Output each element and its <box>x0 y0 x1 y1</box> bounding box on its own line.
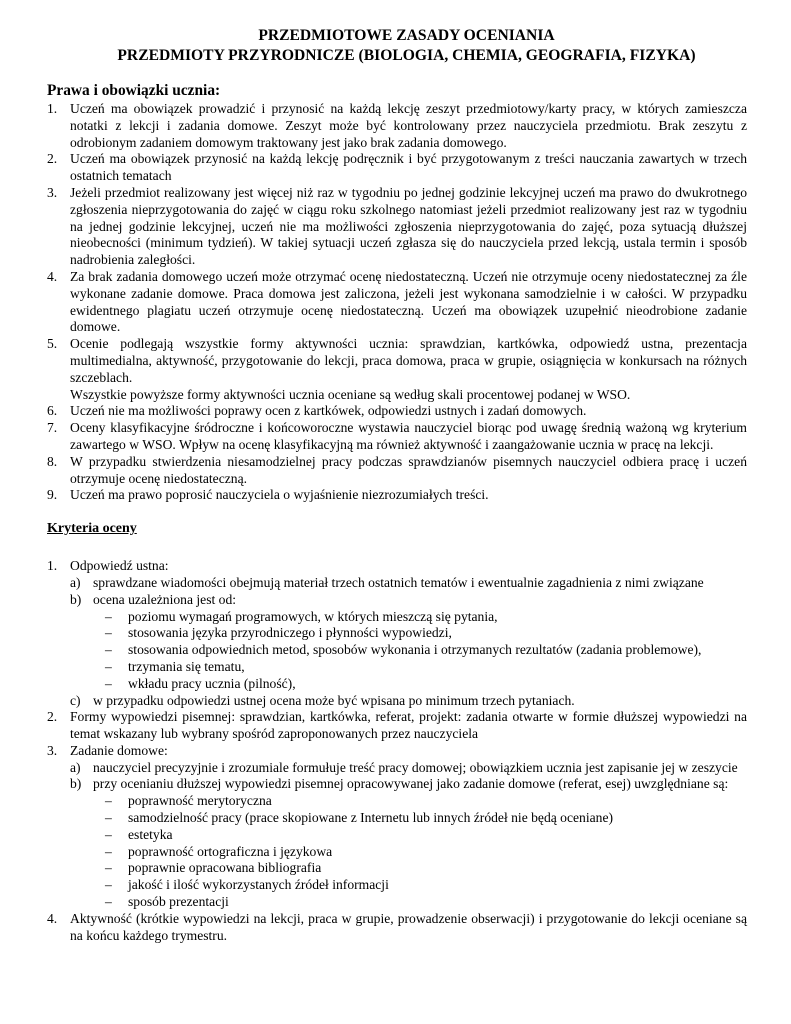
dash-item <box>47 877 747 894</box>
item-number: 7. <box>47 420 58 436</box>
item-text: Za brak zadania domowego uczeń może otrzymać ocenę niedostateczną. Uczeń nie otrzymuje oceny niedostatecznej za źle wykonane zadanie domowe. Praca domowa jest zaliczona, jeżeli jest wykonana samodzielnie i w całości. W przypadku ewidentnego plagiatu uczeń otrzymuje ocenę niedostateczną. Uczeń ma obowiązek uzupełnić nieodrobione zadanie domowe. <box>70 268 747 335</box>
item-number: 3. <box>47 742 58 758</box>
rights-item <box>47 403 747 420</box>
dash-item <box>47 609 747 626</box>
item-text: Uczeń nie ma możliwości poprawy ocen z kartkówek, odpowiedzi ustnych i zadań domowych. <box>70 403 587 419</box>
dash-item <box>47 659 747 676</box>
dash-item <box>47 625 747 642</box>
criteria-item <box>47 743 747 760</box>
dash-item <box>47 793 747 810</box>
subitem-text: sprawdzane wiadomości obejmują materiał trzech ostatnich tematów i ewentualnie zagadnienia z nimi związane <box>93 574 704 590</box>
subitem-letter: a) <box>70 759 81 775</box>
item-text: Zadanie domowe: <box>70 742 168 758</box>
dash-item <box>47 860 747 877</box>
dash-item <box>47 676 747 693</box>
item-text: Jeżeli przedmiot realizowany jest więcej niż raz w tygodniu po jednej godzinie lekcyjnej uczeń ma prawo do dwukrotnego zgłoszenia nieprzygotowania do zajęć w ciągu roku szkolnego natomiast jeżeli przedmiot realizowany jest raz w tygodniu na jednej godzinie lekcyjnej, uczeń nie ma możliwości zgłoszenia nieprzygotowania do zajęć, poza sytuacją dłuższej nieobecności (minimum tydzień). W takiej sytuacji uczeń zgłasza się do nauczyciela przed lekcją, ustala termin i sposób nadrobienia zaległości. <box>70 184 747 268</box>
criteria-subitem <box>47 693 747 710</box>
item-number: 2. <box>47 151 58 167</box>
rights-item <box>47 151 747 185</box>
dash-bullet: – <box>105 860 112 876</box>
item-text: Formy wypowiedzi pisemnej: sprawdzian, kartkówka, referat, projekt: zadania otwarte w formie dłuższej wypowiedzi na temat wskazany lub wybrany spośród zaproponowanych przez nauczyciela <box>70 709 747 742</box>
item-text: Ocenie podlegają wszystkie formy aktywności ucznia: sprawdzian, kartkówka, odpowiedź ustna, prezentacja multimedialna, aktywność, przygotowanie do lekcji, praca domowa, praca w grupie, osiągnięcia w konkursach na różnych szczeblach. <box>70 336 747 385</box>
dash-bullet: – <box>105 826 112 842</box>
item-number: 4. <box>47 268 58 284</box>
dash-text: poprawnie opracowana bibliografia <box>128 860 322 876</box>
dash-item <box>47 810 747 827</box>
item-text: Odpowiedź ustna: <box>70 558 169 574</box>
item-number: 2. <box>47 709 58 725</box>
dash-text: sposób prezentacji <box>128 894 229 910</box>
rights-item <box>47 454 747 488</box>
subitem-letter: b) <box>70 776 82 792</box>
criteria-subitem <box>47 592 747 609</box>
rights-item <box>47 487 747 504</box>
dash-text: trzymania się tematu, <box>128 658 245 674</box>
dash-text: estetyka <box>128 826 173 842</box>
criteria-heading: Kryteria oceny <box>47 521 137 537</box>
item-text: Aktywność (krótkie wypowiedzi na lekcji, praca w grupie, prowadzenie obserwacji) i przygotowanie do lekcji oceniane są na końcu każdego trymestru. <box>70 910 747 943</box>
item-number: 8. <box>47 453 58 469</box>
criteria-subitem <box>47 760 747 777</box>
document-title <box>0 26 791 66</box>
rights-heading: Prawa i obowiązki ucznia: <box>47 82 221 99</box>
dash-bullet: – <box>105 793 112 809</box>
item-number: 1. <box>47 101 58 116</box>
dash-bullet: – <box>105 658 112 674</box>
dash-bullet: – <box>105 894 112 910</box>
dash-text: samodzielność pracy (prace skopiowane z Internetu lub innych źródeł nie będą oceniane) <box>128 810 614 826</box>
criteria-item <box>47 709 747 743</box>
dash-bullet: – <box>105 877 112 893</box>
item-extra-text: Wszystkie powyższe formy aktywności ucznia oceniane są według skali procentowej podanej w WSO. <box>70 386 631 402</box>
dash-bullet: – <box>105 810 112 826</box>
dash-text: poprawność ortograficzna i językowa <box>128 843 333 859</box>
item-text: W przypadku stwierdzenia niesamodzielnej pracy podczas sprawdzianów pisemnych nauczyciel odbiera pracę i uczeń otrzymuje ocenę niedostateczną. <box>70 453 747 486</box>
title-line-2: PRZEDMIOTY PRZYRODNICZE (BIOLOGIA, CHEMIA, GEOGRAFIA, FIZYKA) <box>117 47 696 64</box>
dash-text: wkładu pracy ucznia (pilność), <box>128 675 296 691</box>
subitem-text: w przypadku odpowiedzi ustnej ocena może być wpisana po minimum trzech pytaniach. <box>93 692 575 708</box>
criteria-subitem <box>47 776 747 793</box>
dash-text: jakość i ilość wykorzystanych źródeł informacji <box>128 877 389 893</box>
criteria-subitem <box>47 575 747 592</box>
rights-item <box>47 185 747 269</box>
item-number: 6. <box>47 403 58 419</box>
criteria-item <box>47 911 747 945</box>
item-number: 1. <box>47 558 58 574</box>
criteria-list <box>47 558 747 944</box>
dash-text: poprawność merytoryczna <box>128 793 272 809</box>
dash-text: stosowania języka przyrodniczego i płynności wypowiedzi, <box>128 625 452 641</box>
dash-text: poziomu wymagań programowych, w których mieszczą się pytania, <box>128 608 498 624</box>
subitem-text: przy ocenianiu dłuższej wypowiedzi pisemnej opracowywanej jako zadanie domowe (referat, esej) uwzględniane są: <box>93 776 729 792</box>
rights-item <box>47 420 747 454</box>
subitem-letter: a) <box>70 574 81 590</box>
item-text: Oceny klasyfikacyjne śródroczne i końcoworoczne wystawia nauczyciel biorąc pod uwagę średnią ważoną wg kryterium zawartego w WSO. Wpływ na ocenę klasyfikacyjną ma również aktywność i zaangażowanie ucznia w pracę na lekcji. <box>70 420 747 452</box>
subitem-letter: c) <box>70 692 81 708</box>
item-text: Uczeń ma obowiązek prowadzić i przynosić na każdą lekcję zeszyt przedmiotowy/karty pracy, w których zamieszcza notatki z lekcji i zadania domowe. Zeszyt może być kontrolowany przez nauczyciela przedmiotu. Brak zeszytu z odrobionym zadaniem domowym traktowany jest jako brak zadania domowego. <box>70 101 747 150</box>
rights-item <box>47 101 747 151</box>
rights-item <box>47 336 747 403</box>
subitem-letter: b) <box>70 591 82 607</box>
dash-item <box>47 844 747 861</box>
rights-item <box>47 269 747 336</box>
dash-bullet: – <box>105 625 112 641</box>
dash-bullet: – <box>105 642 112 658</box>
subitem-text: nauczyciel precyzyjnie i zrozumiale formułuje treść pracy domowej; obowiązkiem ucznia jest zapisanie jej w zeszycie <box>93 759 738 775</box>
dash-text: stosowania odpowiednich metod, sposobów wykonania i otrzymanych rezultatów (zadania problemowe), <box>128 642 702 658</box>
item-number: 5. <box>47 336 58 352</box>
dash-item <box>47 827 747 844</box>
dash-item <box>47 642 747 659</box>
dash-bullet: – <box>105 843 112 859</box>
subitem-text: ocena uzależniona jest od: <box>93 591 237 607</box>
document-body <box>47 81 747 944</box>
rights-list <box>47 101 747 504</box>
dash-bullet: – <box>105 675 112 691</box>
item-number: 3. <box>47 184 58 200</box>
item-text: Uczeń ma prawo poprosić nauczyciela o wyjaśnienie niezrozumiałych treści. <box>70 487 489 503</box>
item-number: 9. <box>47 487 58 503</box>
criteria-item <box>47 558 747 575</box>
item-text: Uczeń ma obowiązek przynosić na każdą lekcję podręcznik i być przygotowanym z treści nauczania zawartych w trzech ostatnich tematach <box>70 151 747 184</box>
dash-item <box>47 894 747 911</box>
dash-bullet: – <box>105 608 112 624</box>
item-number: 4. <box>47 910 58 926</box>
title-line-1: PRZEDMIOTOWE ZASADY OCENIANIA <box>258 27 555 44</box>
